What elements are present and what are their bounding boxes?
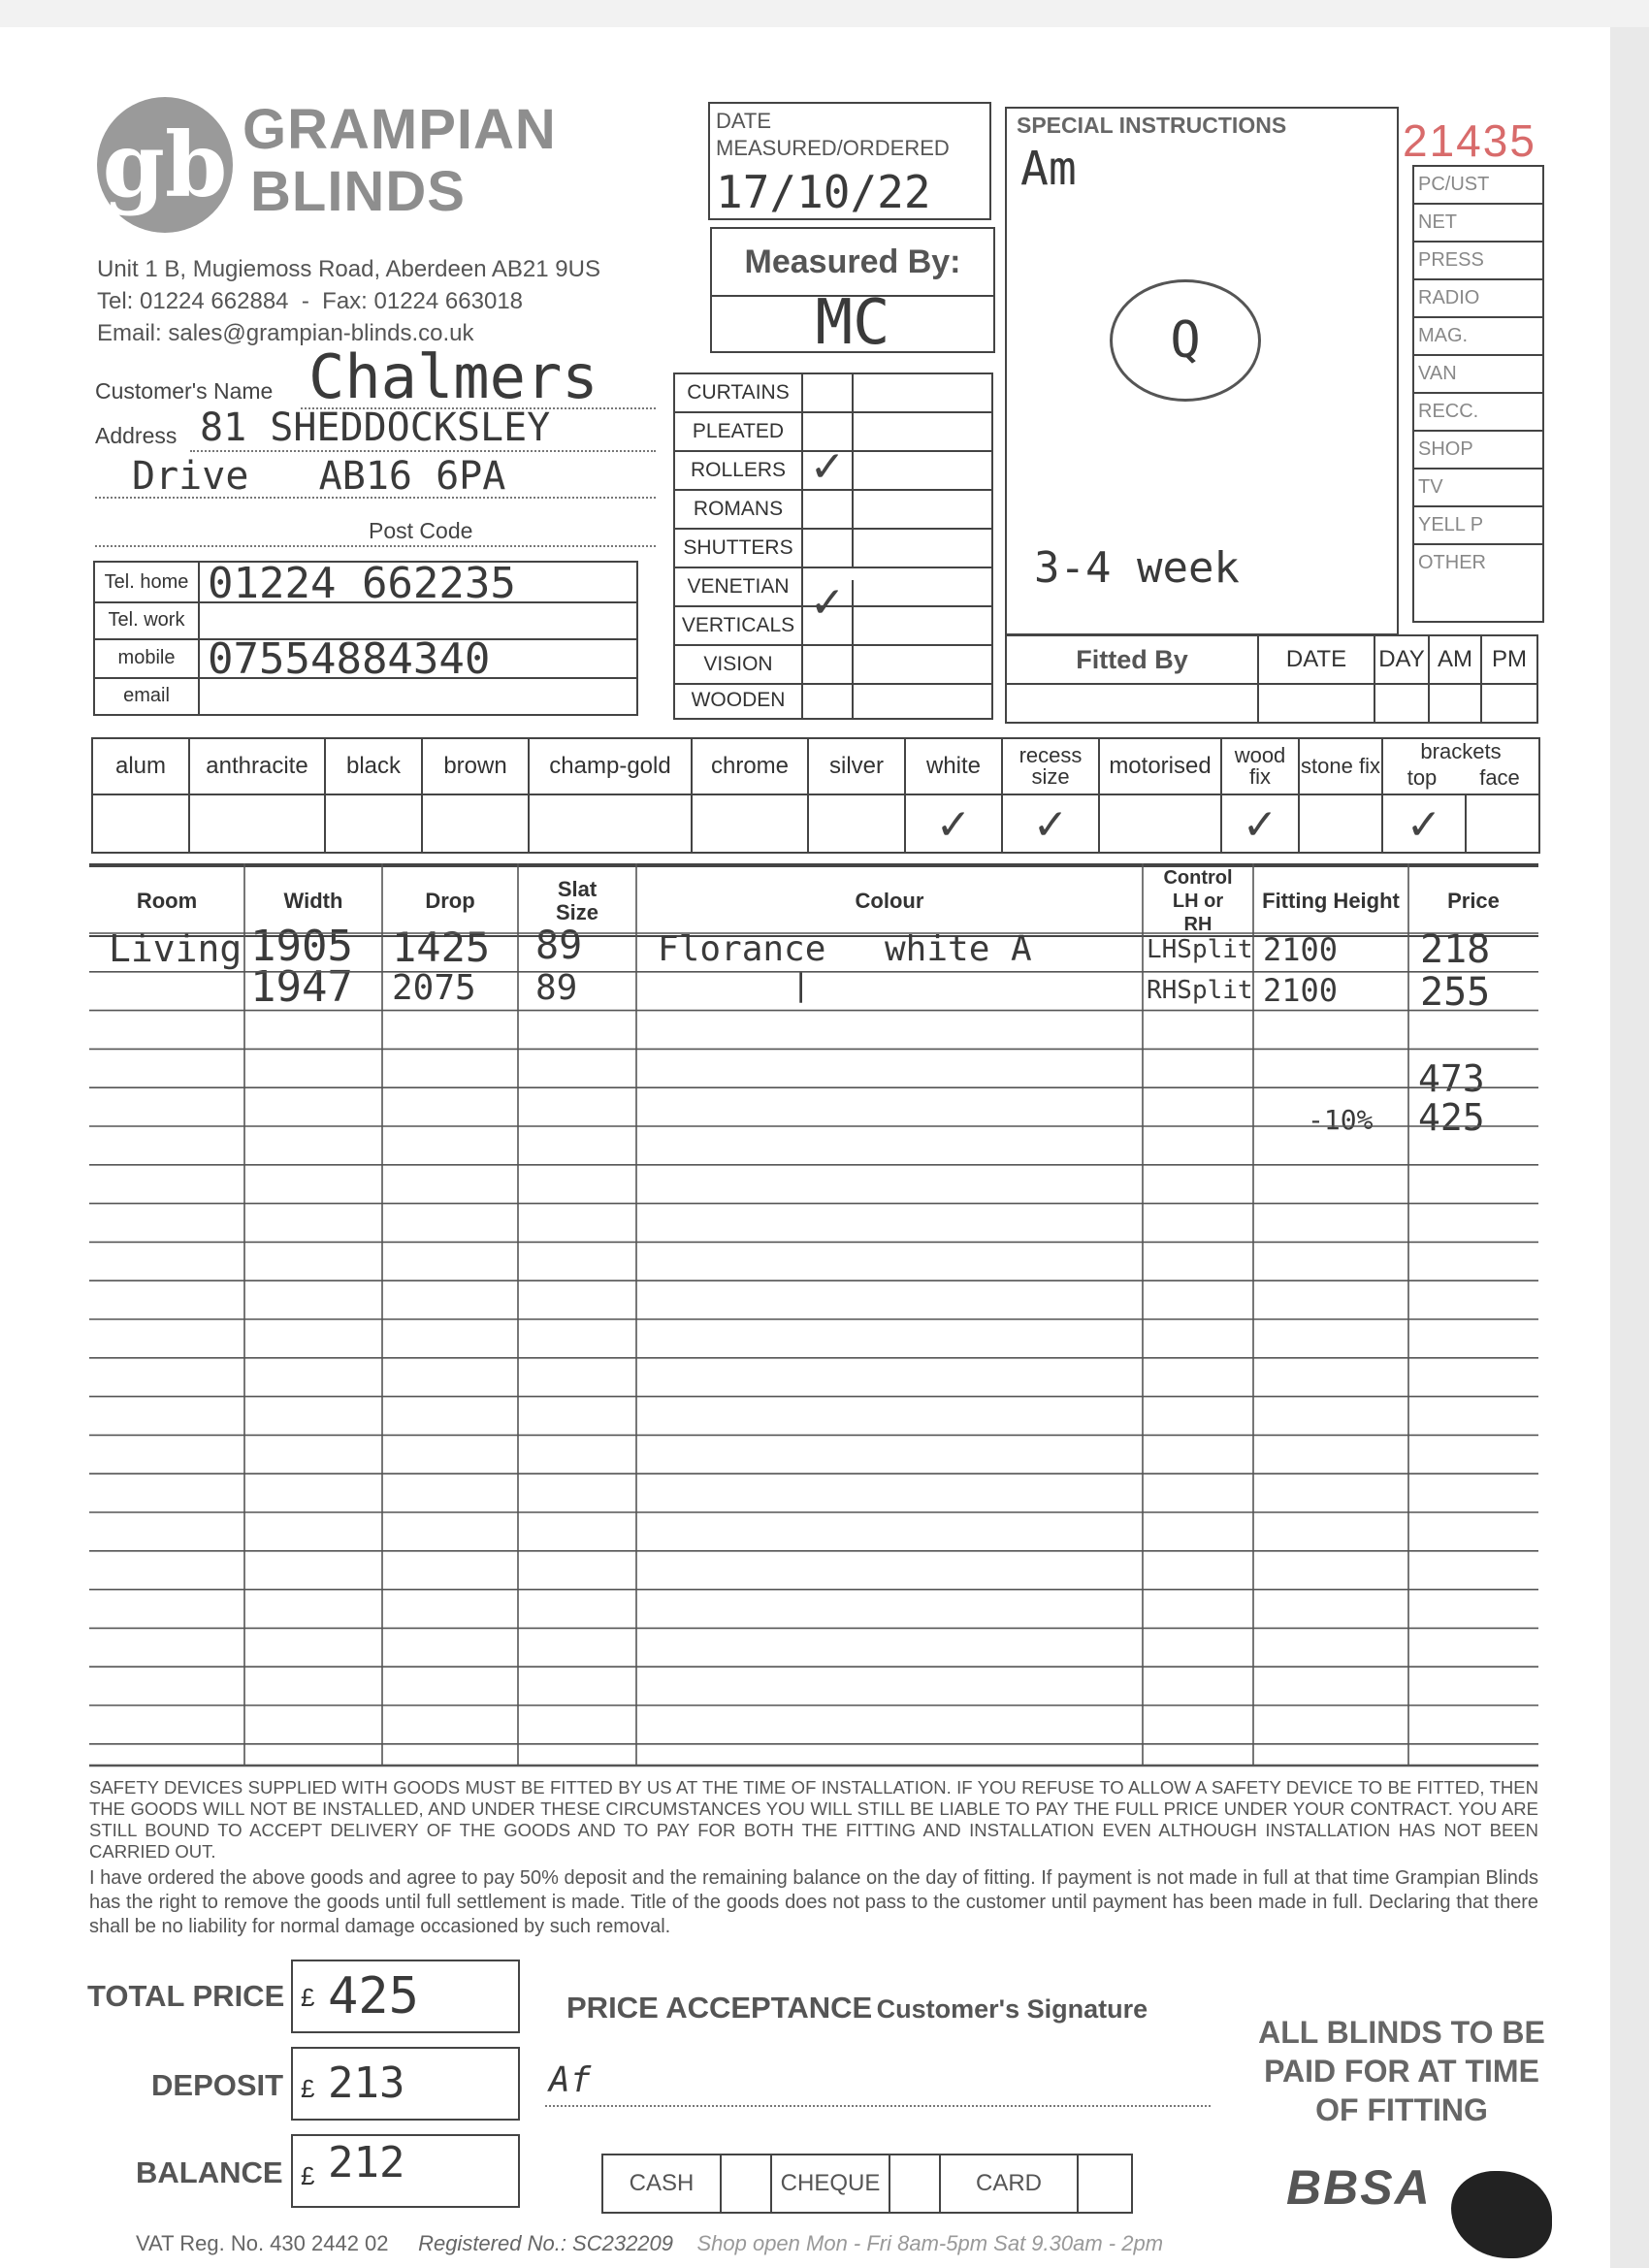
col-control-header: Control LH or RH xyxy=(1163,867,1233,935)
row2-width: 1947 xyxy=(250,962,353,1012)
source-item: PRESS xyxy=(1414,243,1542,280)
price-acceptance xyxy=(566,1991,1148,2025)
deposit-label: DEPOSIT xyxy=(151,2068,284,2102)
finish-white: white xyxy=(906,739,1003,794)
mobile-label: mobile xyxy=(95,638,200,677)
company-name-line1: GRAMPIAN xyxy=(242,98,557,161)
row1-colour: Florance xyxy=(658,929,826,969)
deposit-value: 213 xyxy=(328,2058,405,2108)
footer xyxy=(136,2231,1163,2256)
blind-type-label: VERTICALS xyxy=(675,607,803,644)
col-drop-header: Drop xyxy=(425,889,475,913)
col-price-header: Price xyxy=(1447,889,1500,913)
blind-type-label: CURTAINS xyxy=(675,374,803,411)
customer-signature[interactable]: Af xyxy=(549,2060,592,2100)
bbsa-logo: BBSA xyxy=(1286,2160,1432,2215)
postcode-label: Post Code xyxy=(369,518,473,543)
row2-colour-mark: | xyxy=(792,966,811,1003)
date-label: DATE MEASURED/ORDERED xyxy=(716,109,950,160)
finish-anthracite: anthracite xyxy=(190,739,326,794)
col-room-header: Room xyxy=(136,889,198,913)
address-line2: Drive AB16 6PA xyxy=(132,454,506,499)
deposit-box xyxy=(291,2047,520,2121)
logo-mark: gb xyxy=(102,113,228,217)
finish-silver: silver xyxy=(809,739,906,794)
total-value: 425 xyxy=(328,1967,419,2025)
row1-price: 218 xyxy=(1420,927,1491,972)
finish-wood-fix: wood fix xyxy=(1222,739,1300,794)
source-item: PC/UST xyxy=(1414,167,1542,205)
row2-fitting: 2100 xyxy=(1263,972,1339,1009)
source-item: YELL P xyxy=(1414,507,1542,545)
row1-width: 1905 xyxy=(250,922,353,971)
deposit-currency: £ xyxy=(301,2074,315,2103)
signature-line xyxy=(545,2105,1211,2107)
special-note-circle-text: Q xyxy=(1170,311,1201,370)
measured-by-label: Measured By: xyxy=(712,229,993,297)
balance-currency: £ xyxy=(301,2161,315,2190)
row1-slat: 89 xyxy=(535,923,583,968)
finish-brackets-top-check[interactable]: ✓ xyxy=(1383,795,1467,854)
mobile-value: 07554884340 xyxy=(208,634,491,684)
col-fitting-header: Fitting Height xyxy=(1262,889,1400,913)
price-acceptance-sub: Customer's Signature xyxy=(876,1994,1148,2024)
finish-alum: alum xyxy=(93,739,190,794)
payment-cash-box[interactable] xyxy=(722,2155,772,2212)
finish-brackets-label: brackets xyxy=(1420,739,1502,763)
row1-room: Living xyxy=(109,927,242,970)
customer-name: Chalmers xyxy=(308,341,598,412)
source-item: TV xyxy=(1414,470,1542,507)
row2-control: RHSplit xyxy=(1147,976,1253,1005)
special-instructions-label: SPECIAL INSTRUCTIONS xyxy=(1017,113,1287,138)
source-item: RADIO xyxy=(1414,280,1542,318)
fitted-date-label: DATE xyxy=(1259,636,1375,685)
col-width-header: Width xyxy=(283,889,343,913)
payment-cash[interactable]: CASH xyxy=(603,2155,722,2212)
email-label: email xyxy=(95,677,200,714)
finish-brackets-top: top xyxy=(1406,765,1438,790)
source-item: VAN xyxy=(1414,356,1542,394)
blind-type-check[interactable]: ✓ xyxy=(803,580,854,625)
balance-value: 212 xyxy=(328,2138,405,2187)
footer-registered: Registered No.: SC232209 xyxy=(418,2231,674,2255)
company-name-line2: BLINDS xyxy=(250,160,466,223)
finish-brown: brown xyxy=(423,739,530,794)
row1-fitting: 2100 xyxy=(1263,931,1339,968)
fitted-day-label: DAY xyxy=(1375,636,1430,685)
company-email: Email: sales@grampian-blinds.co.uk xyxy=(97,320,474,346)
col-slat-header: Slat Size xyxy=(555,877,599,924)
finish-recess-check[interactable]: ✓ xyxy=(1003,795,1100,854)
total-box xyxy=(291,1960,520,2033)
blind-type-check[interactable]: ✓ xyxy=(803,444,854,489)
payment-notice: ALL BLINDS TO BE PAID FOR AT TIME OF FITTING xyxy=(1258,2015,1545,2127)
finish-brackets-face: face xyxy=(1479,765,1520,790)
finish-motorised: motorised xyxy=(1100,739,1222,794)
company-phone: Tel: 01224 662884 - Fax: 01224 663018 xyxy=(97,288,524,314)
tel-home-value: 01224 662235 xyxy=(208,559,516,608)
col-colour-header: Colour xyxy=(855,889,924,913)
source-item: NET xyxy=(1414,205,1542,243)
blind-type-label: ROLLERS xyxy=(675,452,803,489)
row1-drop: 1425 xyxy=(392,923,491,971)
company-address: Unit 1 B, Mugiemoss Road, Aberdeen AB21 9US xyxy=(97,256,600,282)
total-currency: £ xyxy=(301,1983,315,2012)
safety-terms: SAFETY DEVICES SUPPLIED WITH GOODS MUST BE FITTED BY US AT THE TIME OF INSTALLATION. IF YOU REFUSE TO ALLOW A SAFETY DEVICE TO BE FITTED, THEN THE GOODS WILL NOT BE INSTALLED, AND UNDER THESE CIRCUMSTANCES YOU WILL STILL BE LIABLE TO PAY THE FULL PRICE UNDER YOUR CONTRACT. YOU ARE STILL BOUND TO ACCEPT DELIVERY OF THE GOODS AND TO PAY FOR BOTH THE FITTING AND INSTALLATION EVEN ALTHOUGH INSTALLATION HAS NOT BEEN CARRIED OUT. xyxy=(89,1777,1538,1862)
finish-black: black xyxy=(326,739,423,794)
finish-chrome: chrome xyxy=(693,739,809,794)
finish-recess-size: recess size xyxy=(1003,739,1100,794)
address-line1: 81 SHEDDOCKSLEY xyxy=(200,405,551,450)
agreement-terms: I have ordered the above goods and agree to pay 50% deposit and the remaining balance on the day of fitting. If payment is not made in full at that time Grampian Blinds has the right to remove the goods until full settlement is made. Title of the goods does not pass to the customer until payment has been made in full. Declaring that there shall be no liability for normal damage occasioned by such removal. xyxy=(89,1867,1538,1937)
finish-champ-gold: champ-gold xyxy=(530,739,693,794)
source-item: SHOP xyxy=(1414,432,1542,470)
balance-label: BALANCE xyxy=(136,2155,283,2189)
source-item: OTHER xyxy=(1414,545,1542,623)
payment-methods xyxy=(601,2154,1133,2214)
fitted-by-label: Fitted By xyxy=(1007,636,1259,685)
discount-label: -10% xyxy=(1308,1104,1374,1136)
payment-card[interactable]: CARD xyxy=(941,2155,1079,2212)
measured-by-value: MC xyxy=(815,287,890,359)
row2-slat: 89 xyxy=(535,968,578,1008)
tel-home-label: Tel. home xyxy=(95,563,200,601)
finish-white-check[interactable]: ✓ xyxy=(906,795,1003,854)
source-item: MAG. xyxy=(1414,318,1542,356)
blind-type-label: WOODEN xyxy=(675,683,803,718)
blind-type-label: ROMANS xyxy=(675,491,803,528)
special-note-am: Am xyxy=(1020,142,1077,196)
address-label: Address xyxy=(95,423,178,448)
balance-box xyxy=(291,2134,520,2208)
blind-type-label: SHUTTERS xyxy=(675,530,803,567)
finish-wood-fix-check[interactable]: ✓ xyxy=(1222,795,1300,854)
blind-type-label: VENETIAN xyxy=(675,568,803,605)
source-item: RECC. xyxy=(1414,394,1542,432)
footer-hours: Shop open Mon - Fri 8am-5pm Sat 9.30am - 2pm xyxy=(696,2231,1164,2255)
row2-price: 255 xyxy=(1420,970,1491,1015)
order-number: 21435 xyxy=(1403,115,1536,166)
row2-drop: 2075 xyxy=(392,968,476,1008)
special-note-weeks: 3-4 week xyxy=(1034,543,1240,593)
finish-stone-fix: stone fix xyxy=(1300,739,1383,794)
blind-type-label: VISION xyxy=(675,646,803,683)
payment-cheque-box[interactable] xyxy=(890,2155,941,2212)
payment-card-box[interactable] xyxy=(1079,2155,1131,2212)
row1-colour2: white A xyxy=(885,929,1032,969)
price-acceptance-label: PRICE ACCEPTANCE xyxy=(566,1991,873,2025)
subtotal: 473 xyxy=(1418,1057,1485,1100)
payment-cheque[interactable]: CHEQUE xyxy=(772,2155,890,2212)
date-value: 17/10/22 xyxy=(716,166,931,218)
fitted-pm-label: PM xyxy=(1482,636,1536,685)
customer-name-label: Customer's Name xyxy=(95,378,274,404)
tel-work-label: Tel. work xyxy=(95,601,200,638)
discounted-total: 425 xyxy=(1418,1096,1485,1139)
blind-type-label: PLEATED xyxy=(675,413,803,450)
row1-control: LHSplit xyxy=(1147,935,1253,964)
fitted-am-label: AM xyxy=(1430,636,1482,685)
total-label: TOTAL PRICE xyxy=(87,1979,285,2013)
footer-vat: VAT Reg. No. 430 2442 02 xyxy=(136,2231,389,2255)
